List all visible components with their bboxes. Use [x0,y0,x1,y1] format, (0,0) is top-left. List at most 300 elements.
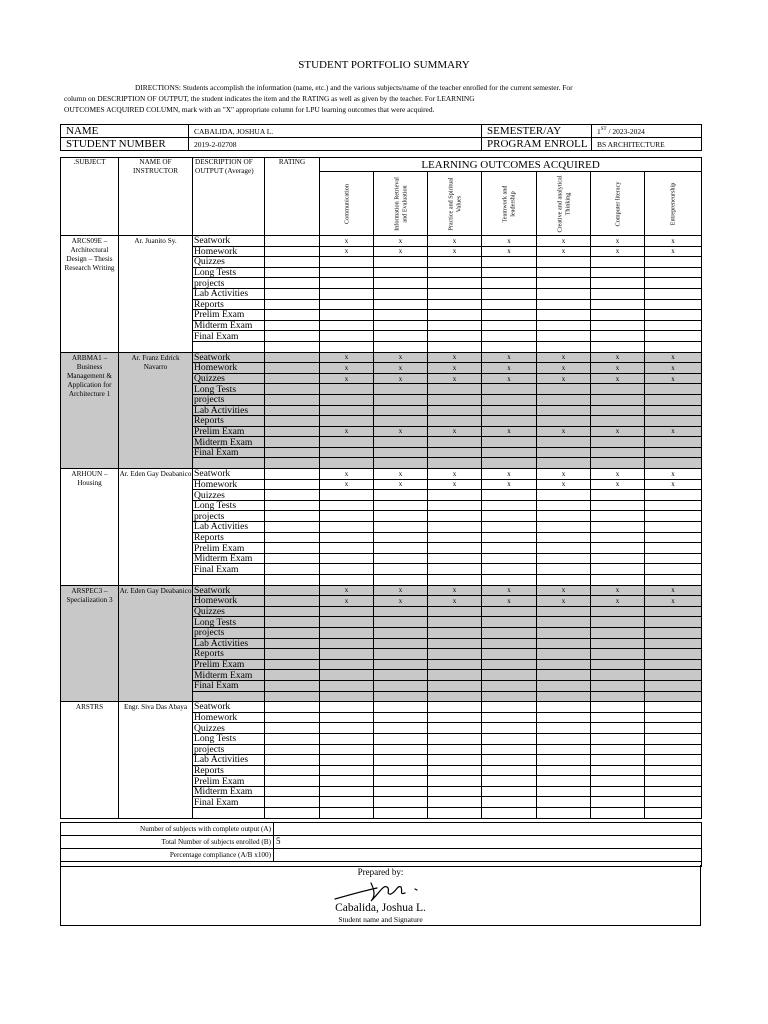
rating-cell[interactable] [265,797,320,808]
rating-cell[interactable] [265,585,320,596]
rating-cell[interactable] [265,617,320,628]
outcome-mark[interactable] [537,776,591,787]
outcome-mark[interactable] [482,797,537,808]
outcome-mark[interactable] [645,447,702,458]
outcome-mark[interactable] [482,511,537,522]
outcome-mark[interactable] [537,744,591,755]
rating-cell[interactable] [265,712,320,723]
outcome-mark[interactable] [537,712,591,723]
rating-cell[interactable] [265,627,320,638]
outcome-mark[interactable]: x [374,585,428,596]
outcome-mark[interactable] [645,522,702,533]
rating-cell[interactable] [265,765,320,776]
outcome-mark[interactable] [537,649,591,660]
outcome-mark[interactable] [374,490,428,501]
outcome-mark[interactable] [482,755,537,766]
outcome-mark[interactable] [428,394,482,405]
rating-cell[interactable] [265,659,320,670]
outcome-mark[interactable] [645,331,702,342]
outcome-mark[interactable] [374,331,428,342]
outcome-mark[interactable] [591,564,645,575]
outcome-mark[interactable] [537,320,591,331]
outcome-mark[interactable] [482,267,537,278]
outcome-mark[interactable] [374,797,428,808]
outcome-mark[interactable] [482,532,537,543]
rating-cell[interactable] [265,755,320,766]
outcome-mark[interactable] [374,776,428,787]
outcome-mark[interactable]: x [645,426,702,437]
outcome-mark[interactable]: x [645,236,702,247]
outcome-mark[interactable]: x [537,246,591,257]
outcome-mark[interactable] [645,257,702,268]
outcome-mark[interactable] [320,522,374,533]
outcome-mark[interactable] [645,532,702,543]
outcome-mark[interactable] [374,543,428,554]
outcome-mark[interactable] [428,755,482,766]
outcome-mark[interactable] [591,776,645,787]
outcome-mark[interactable] [320,331,374,342]
outcome-mark[interactable] [645,320,702,331]
outcome-mark[interactable] [374,532,428,543]
rating-cell[interactable] [265,447,320,458]
outcome-mark[interactable] [591,384,645,395]
outcome-mark[interactable] [320,659,374,670]
outcome-mark[interactable] [482,723,537,734]
outcome-mark[interactable] [537,384,591,395]
outcome-mark[interactable] [537,797,591,808]
outcome-mark[interactable] [645,659,702,670]
outcome-mark[interactable] [645,723,702,734]
outcome-mark[interactable] [428,416,482,427]
outcome-mark[interactable] [645,765,702,776]
outcome-mark[interactable] [591,723,645,734]
outcome-mark[interactable] [428,511,482,522]
outcome-mark[interactable] [374,723,428,734]
outcome-mark[interactable] [482,331,537,342]
outcome-mark[interactable] [428,638,482,649]
outcome-mark[interactable]: x [537,236,591,247]
outcome-mark[interactable] [428,606,482,617]
outcome-mark[interactable] [591,702,645,713]
outcome-mark[interactable]: x [482,373,537,384]
outcome-mark[interactable] [482,670,537,681]
outcome-mark[interactable] [428,490,482,501]
outcome-mark[interactable] [428,331,482,342]
rating-cell[interactable] [265,416,320,427]
outcome-mark[interactable] [645,405,702,416]
outcome-mark[interactable]: x [320,469,374,480]
outcome-mark[interactable]: x [482,236,537,247]
outcome-mark[interactable] [645,437,702,448]
outcome-mark[interactable] [320,733,374,744]
rating-cell[interactable] [265,733,320,744]
outcome-mark[interactable] [482,416,537,427]
outcome-mark[interactable] [374,744,428,755]
outcome-mark[interactable] [537,394,591,405]
outcome-mark[interactable] [591,553,645,564]
outcome-mark[interactable] [320,511,374,522]
outcome-mark[interactable] [320,627,374,638]
outcome-mark[interactable] [591,638,645,649]
outcome-mark[interactable] [374,786,428,797]
outcome-mark[interactable]: x [482,596,537,607]
outcome-mark[interactable]: x [645,352,702,363]
outcome-mark[interactable] [374,405,428,416]
outcome-mark[interactable] [374,384,428,395]
outcome-mark[interactable] [320,670,374,681]
outcome-mark[interactable] [591,447,645,458]
outcome-mark[interactable] [537,288,591,299]
outcome-mark[interactable] [482,712,537,723]
outcome-mark[interactable] [482,649,537,660]
outcome-mark[interactable] [591,712,645,723]
outcome-mark[interactable] [645,543,702,554]
outcome-mark[interactable] [428,744,482,755]
rating-cell[interactable] [265,638,320,649]
outcome-mark[interactable] [591,288,645,299]
outcome-mark[interactable]: x [591,585,645,596]
outcome-mark[interactable] [537,765,591,776]
outcome-mark[interactable] [645,617,702,628]
outcome-mark[interactable] [591,797,645,808]
outcome-mark[interactable] [537,627,591,638]
outcome-mark[interactable] [591,278,645,289]
outcome-mark[interactable] [320,744,374,755]
outcome-mark[interactable] [374,702,428,713]
outcome-mark[interactable] [428,553,482,564]
outcome-mark[interactable] [428,405,482,416]
outcome-mark[interactable] [320,310,374,321]
outcome-mark[interactable]: x [320,585,374,596]
outcome-mark[interactable] [374,755,428,766]
outcome-mark[interactable]: x [320,246,374,257]
outcome-mark[interactable]: x [591,596,645,607]
outcome-mark[interactable]: x [591,479,645,490]
outcome-mark[interactable]: x [374,236,428,247]
program-value[interactable]: BS ARCHITECTURE [592,138,702,151]
rating-cell[interactable] [265,670,320,681]
outcome-mark[interactable]: x [428,596,482,607]
outcome-mark[interactable] [428,320,482,331]
outcome-mark[interactable] [537,257,591,268]
outcome-mark[interactable]: x [320,373,374,384]
outcome-mark[interactable] [537,564,591,575]
outcome-mark[interactable] [645,394,702,405]
rating-cell[interactable] [265,786,320,797]
outcome-mark[interactable] [374,617,428,628]
outcome-mark[interactable] [482,320,537,331]
rating-cell[interactable] [265,723,320,734]
outcome-mark[interactable] [645,733,702,744]
rating-cell[interactable] [265,310,320,321]
outcome-mark[interactable] [482,288,537,299]
outcome-mark[interactable] [482,606,537,617]
outcome-mark[interactable] [428,786,482,797]
outcome-mark[interactable] [482,405,537,416]
outcome-mark[interactable] [645,490,702,501]
outcome-mark[interactable] [428,267,482,278]
rating-cell[interactable] [265,532,320,543]
outcome-mark[interactable]: x [320,479,374,490]
rating-cell[interactable] [265,352,320,363]
rating-cell[interactable] [265,543,320,554]
outcome-mark[interactable] [320,320,374,331]
outcome-mark[interactable]: x [374,479,428,490]
outcome-mark[interactable] [537,500,591,511]
outcome-mark[interactable] [645,797,702,808]
outcome-mark[interactable] [320,755,374,766]
outcome-mark[interactable] [482,257,537,268]
outcome-mark[interactable] [320,416,374,427]
outcome-mark[interactable]: x [374,363,428,374]
outcome-mark[interactable] [428,680,482,691]
outcome-mark[interactable]: x [482,585,537,596]
outcome-mark[interactable] [320,405,374,416]
outcome-mark[interactable] [591,405,645,416]
outcome-mark[interactable] [591,786,645,797]
rating-cell[interactable] [265,564,320,575]
outcome-mark[interactable]: x [645,479,702,490]
outcome-mark[interactable] [591,627,645,638]
outcome-mark[interactable] [320,606,374,617]
outcome-mark[interactable] [591,755,645,766]
outcome-mark[interactable] [374,765,428,776]
outcome-mark[interactable]: x [320,596,374,607]
outcome-mark[interactable]: x [428,236,482,247]
semester-value[interactable] [592,125,702,138]
outcome-mark[interactable] [591,649,645,660]
rating-cell[interactable] [265,426,320,437]
outcome-mark[interactable] [374,638,428,649]
outcome-mark[interactable] [591,606,645,617]
outcome-mark[interactable] [374,627,428,638]
outcome-mark[interactable] [428,617,482,628]
outcome-mark[interactable] [428,384,482,395]
outcome-mark[interactable] [374,553,428,564]
outcome-mark[interactable] [482,437,537,448]
rating-cell[interactable] [265,236,320,247]
outcome-mark[interactable] [537,638,591,649]
outcome-mark[interactable]: x [374,596,428,607]
outcome-mark[interactable]: x [482,426,537,437]
outcome-mark[interactable] [374,416,428,427]
outcome-mark[interactable] [482,490,537,501]
rating-cell[interactable] [265,500,320,511]
outcome-mark[interactable] [645,638,702,649]
outcome-mark[interactable]: x [320,363,374,374]
outcome-mark[interactable] [482,617,537,628]
outcome-mark[interactable]: x [428,479,482,490]
outcome-mark[interactable] [537,543,591,554]
outcome-mark[interactable] [645,299,702,310]
outcome-mark[interactable] [645,755,702,766]
outcome-mark[interactable] [537,733,591,744]
outcome-mark[interactable] [645,712,702,723]
rating-cell[interactable] [265,288,320,299]
outcome-mark[interactable] [645,776,702,787]
outcome-mark[interactable] [537,299,591,310]
outcome-mark[interactable] [591,511,645,522]
outcome-mark[interactable]: x [428,469,482,480]
outcome-mark[interactable] [428,532,482,543]
outcome-mark[interactable] [591,267,645,278]
outcome-mark[interactable]: x [428,426,482,437]
outcome-mark[interactable] [591,299,645,310]
outcome-mark[interactable] [428,670,482,681]
outcome-mark[interactable]: x [374,469,428,480]
outcome-mark[interactable] [374,278,428,289]
outcome-mark[interactable]: x [320,352,374,363]
outcome-mark[interactable] [537,310,591,321]
rating-cell[interactable] [265,299,320,310]
outcome-mark[interactable] [428,288,482,299]
outcome-mark[interactable] [537,405,591,416]
outcome-mark[interactable]: x [645,363,702,374]
outcome-mark[interactable] [591,331,645,342]
outcome-mark[interactable] [374,267,428,278]
outcome-mark[interactable] [428,522,482,533]
outcome-mark[interactable] [482,638,537,649]
outcome-mark[interactable] [320,765,374,776]
outcome-mark[interactable] [645,744,702,755]
rating-cell[interactable] [265,522,320,533]
outcome-mark[interactable] [645,606,702,617]
outcome-mark[interactable]: x [374,352,428,363]
outcome-mark[interactable] [482,786,537,797]
outcome-mark[interactable] [645,702,702,713]
outcome-mark[interactable] [320,437,374,448]
outcome-mark[interactable] [482,564,537,575]
outcome-mark[interactable]: x [645,246,702,257]
outcome-mark[interactable] [482,299,537,310]
outcome-mark[interactable] [320,500,374,511]
outcome-mark[interactable]: x [537,479,591,490]
outcome-mark[interactable] [591,617,645,628]
outcome-mark[interactable]: x [537,352,591,363]
outcome-mark[interactable] [645,564,702,575]
outcome-mark[interactable] [320,299,374,310]
outcome-mark[interactable] [591,532,645,543]
rating-cell[interactable] [265,278,320,289]
outcome-mark[interactable]: x [482,352,537,363]
outcome-mark[interactable]: x [591,246,645,257]
name-value[interactable]: CABALIDA, JOSHUA L. [189,125,482,138]
rating-cell[interactable] [265,320,320,331]
outcome-mark[interactable] [428,299,482,310]
complete-output-value[interactable] [274,823,702,836]
outcome-mark[interactable] [320,564,374,575]
outcome-mark[interactable] [482,543,537,554]
outcome-mark[interactable] [537,606,591,617]
rating-cell[interactable] [265,363,320,374]
rating-cell[interactable] [265,553,320,564]
outcome-mark[interactable]: x [428,363,482,374]
outcome-mark[interactable] [320,617,374,628]
outcome-mark[interactable] [428,797,482,808]
outcome-mark[interactable]: x [428,352,482,363]
outcome-mark[interactable] [428,310,482,321]
outcome-mark[interactable] [645,278,702,289]
outcome-mark[interactable]: x [591,236,645,247]
outcome-mark[interactable] [537,447,591,458]
outcome-mark[interactable] [320,553,374,564]
outcome-mark[interactable]: x [537,585,591,596]
outcome-mark[interactable]: x [591,352,645,363]
outcome-mark[interactable] [645,511,702,522]
outcome-mark[interactable] [591,490,645,501]
outcome-mark[interactable] [645,680,702,691]
subjects-enrolled-value[interactable]: 5 [274,836,702,849]
outcome-mark[interactable] [428,257,482,268]
outcome-mark[interactable] [428,649,482,660]
rating-cell[interactable] [265,702,320,713]
rating-cell[interactable] [265,479,320,490]
outcome-mark[interactable] [645,267,702,278]
outcome-mark[interactable] [645,670,702,681]
outcome-mark[interactable]: x [537,426,591,437]
outcome-mark[interactable] [537,331,591,342]
outcome-mark[interactable] [591,437,645,448]
outcome-mark[interactable]: x [374,373,428,384]
outcome-mark[interactable] [537,267,591,278]
outcome-mark[interactable] [645,627,702,638]
outcome-mark[interactable] [537,511,591,522]
outcome-mark[interactable] [428,659,482,670]
outcome-mark[interactable]: x [645,596,702,607]
outcome-mark[interactable]: x [374,426,428,437]
outcome-mark[interactable] [428,723,482,734]
outcome-mark[interactable]: x [645,469,702,480]
rating-cell[interactable] [265,394,320,405]
outcome-mark[interactable] [645,649,702,660]
outcome-mark[interactable] [374,394,428,405]
outcome-mark[interactable] [537,755,591,766]
rating-cell[interactable] [265,606,320,617]
rating-cell[interactable] [265,649,320,660]
outcome-mark[interactable] [482,733,537,744]
outcome-mark[interactable] [374,257,428,268]
outcome-mark[interactable] [320,447,374,458]
outcome-mark[interactable]: x [482,246,537,257]
outcome-mark[interactable] [482,310,537,321]
outcome-mark[interactable]: x [537,373,591,384]
outcome-mark[interactable]: x [537,596,591,607]
rating-cell[interactable] [265,776,320,787]
outcome-mark[interactable] [320,723,374,734]
outcome-mark[interactable] [428,733,482,744]
rating-cell[interactable] [265,384,320,395]
outcome-mark[interactable] [482,702,537,713]
outcome-mark[interactable] [428,564,482,575]
outcome-mark[interactable] [591,310,645,321]
outcome-mark[interactable]: x [537,363,591,374]
outcome-mark[interactable] [428,702,482,713]
outcome-mark[interactable] [645,310,702,321]
outcome-mark[interactable] [482,447,537,458]
rating-cell[interactable] [265,373,320,384]
outcome-mark[interactable] [428,627,482,638]
outcome-mark[interactable] [591,500,645,511]
outcome-mark[interactable] [591,680,645,691]
outcome-mark[interactable] [374,299,428,310]
outcome-mark[interactable] [591,394,645,405]
outcome-mark[interactable] [428,278,482,289]
outcome-mark[interactable] [482,659,537,670]
rating-cell[interactable] [265,267,320,278]
outcome-mark[interactable] [374,670,428,681]
outcome-mark[interactable] [645,384,702,395]
outcome-mark[interactable] [374,564,428,575]
